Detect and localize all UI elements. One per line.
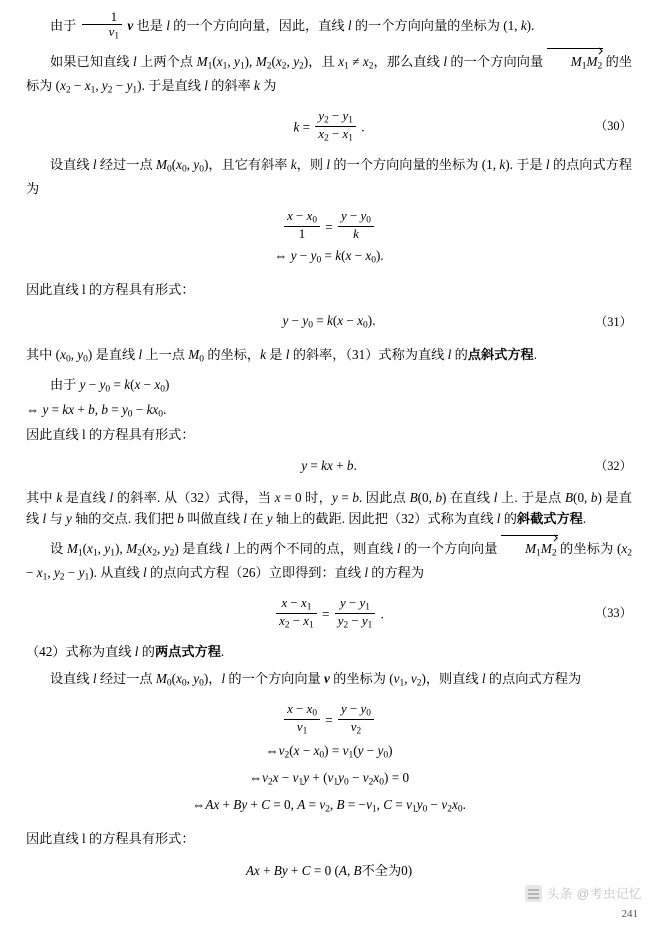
p3-text: 设直线 l 经过一点 $M_0(x_0$, $y_0$)，且它有斜率 k，则 l 的一个方向向量的坐标为 (1, k). 于是 l 的点向式方程为 xyxy=(26,156,633,196)
p11-text-post: . xyxy=(220,643,225,659)
equation-32 xyxy=(26,455,632,476)
p11-text-pre: （42）式称为直线 l 的 xyxy=(26,643,155,659)
equation-number-30: （30） xyxy=(594,119,632,134)
fraction-one-over-v1: $\frac{1}{v_1}$ xyxy=(82,10,122,43)
paragraph-11 xyxy=(26,641,632,662)
eq-point-dir-line-1 xyxy=(26,209,632,242)
paragraph-3 xyxy=(26,154,632,199)
eq-pd-frac-right: $\frac{y - y_0}{k}$ xyxy=(338,209,374,242)
eq-general-line-3: $\Leftrightarrow v_2x - v_1y + (v_1y_0 - v_2x_0) = 0$ xyxy=(248,770,410,788)
eq-gen-frac-left: $\frac{x - x_0}{v_1}$ xyxy=(284,702,320,737)
eq-gen-equals: = xyxy=(325,712,333,728)
eq32-body: y = kx + b. xyxy=(301,458,357,474)
paragraph-4: 因此直线 l 的方程具有形式： xyxy=(26,281,195,297)
eq33-frac-left: $\frac{x - x_1}{x_2 - x_1}$ xyxy=(276,596,317,631)
eq33-frac-right: $\frac{y - y_1}{y_2 - y_1}$ xyxy=(335,596,376,631)
paragraph-7 xyxy=(26,399,632,423)
eq30-tail: . xyxy=(361,118,365,134)
term-point-slope-form: 点斜式方程 xyxy=(467,346,534,362)
p1-text-a: 由于 xyxy=(50,17,77,33)
eq33-equals: = xyxy=(321,605,330,621)
paragraph-12 xyxy=(26,668,632,692)
paragraph-10 xyxy=(26,536,632,586)
paragraph-2 xyxy=(26,49,632,99)
p12-text: 设直线 l 经过一点 $M_0(x_0$, $y_0$)，l 的一个方向向量 ν 的坐标为 ($v_1$, $v_2$)，则直线 l 的点向式方程为 xyxy=(50,671,582,689)
page-number: 241 xyxy=(621,908,638,920)
p9-text-pre: 其中 k 是直线 l 的斜率. 从（32）式得，当 x = 0 时，y = b. 因此点 B(0, b) 在直线 l 上. 于是点 B(0, b) 是直线 l 与 y 轴的交点. 我们把 b 叫做直线 l 在 y 轴上的截距. 因此把（32）式称为直线 l 的 xyxy=(26,489,632,527)
toutiao-logo-icon xyxy=(525,885,542,902)
equation-general-form-derivation xyxy=(26,702,632,818)
eq33-tail: . xyxy=(380,605,384,621)
watermark-text: 头条 @考虫记忆 xyxy=(546,887,642,901)
p6-text: 由于 $y - y_0 = k(x - x_0)$ xyxy=(50,376,170,395)
eq-general-line-2: $\Leftrightarrow v_2(x - x_0) = v_1(y - y_0)$ xyxy=(265,743,393,761)
paragraph-8: 因此直线 l 的方程具有形式： xyxy=(26,427,195,443)
equation-number-31: （31） xyxy=(594,314,632,329)
eq-pd-frac-left: $\frac{x - x_0}{1}$ xyxy=(284,209,320,242)
eq30-lhs: k = xyxy=(293,118,311,134)
paragraph-1 xyxy=(26,10,632,43)
equation-30 xyxy=(26,109,632,144)
eq31-body: $y - y_0 = k(x - x_0)$. xyxy=(282,312,376,331)
p1-text-b: ν 也是 l 的一个方向向量，因此，直线 l 的一个方向向量的坐标为 (1, k). xyxy=(127,17,535,33)
paragraph-9 xyxy=(26,487,632,530)
eq-gen-frac-right: $\frac{y - y_0}{v_2}$ xyxy=(338,702,374,737)
eq-final-body: Ax + By + C = 0 (A, B不全为0) xyxy=(245,862,413,878)
p5-text-post: . xyxy=(533,346,538,362)
equation-number-32: （32） xyxy=(594,459,632,474)
equation-33 xyxy=(26,596,632,631)
paragraph-6 xyxy=(26,374,632,398)
p10-text: 设 $M_1(x_1$, $y_1$), $M_2(x_2$, $y_2$) 是直线 l 上的两个不同的点，则直线 l 的一个方向向量 $M_1M_2$ 的坐标为 ($x_2 - x_1$, $y_2 - y_1$). 从直线 l 的点向式方程（26）立即得到：直线 l 的方程为 xyxy=(26,541,632,580)
p7-text: ⇔ y = kx + b, $b = y_0 - kx_0$. xyxy=(26,402,167,420)
equation-number-33: （33） xyxy=(594,606,632,621)
eq30-fraction: $\frac{y_2 - y_1}{x_2 - x_1}$ xyxy=(315,109,356,144)
equation-general-form xyxy=(26,860,632,881)
equation-31 xyxy=(26,310,632,334)
eq-point-dir-line-2: ⇔ $y - y_0 = k(x - x_0)$. xyxy=(274,247,384,266)
term-two-point-form: 两点式方程 xyxy=(154,643,221,659)
equation-point-direction-form xyxy=(26,209,632,269)
paragraph-13: 因此直线 l 的方程具有形式： xyxy=(26,831,195,847)
term-slope-intercept-form: 斜截式方程 xyxy=(516,511,583,527)
p2-text: 如果已知直线 l 上两个点 $M_1(x_1$, $y_1$), $M_2(x_2$, $y_2$)，且 $x_1 \ne x_2$，那么直线 l 的一个方向向量 $M_1M_2$ 的坐标为 ($x_2 - x_1$, $y_2 - y_1$). 于是直线 l 的斜率 k 为 xyxy=(26,54,632,93)
eq-pd-equals: = xyxy=(325,219,333,235)
eq-general-line-1 xyxy=(26,702,632,737)
paragraph-5 xyxy=(26,344,632,368)
eq-general-line-4: ⇔Ax + By + C = 0, $A = v_2$, $B = -v_1$, $C = v_1y_0 - v_2x_0$. xyxy=(192,797,466,815)
p5-text-pre: 其中 ($x_0$, $y_0$) 是直线 l 上一点 $M_0$ 的坐标，k 是 l 的斜率，（31）式称为直线 l 的 xyxy=(26,346,468,365)
p9-text-post: . xyxy=(582,511,587,527)
watermark xyxy=(525,884,642,902)
